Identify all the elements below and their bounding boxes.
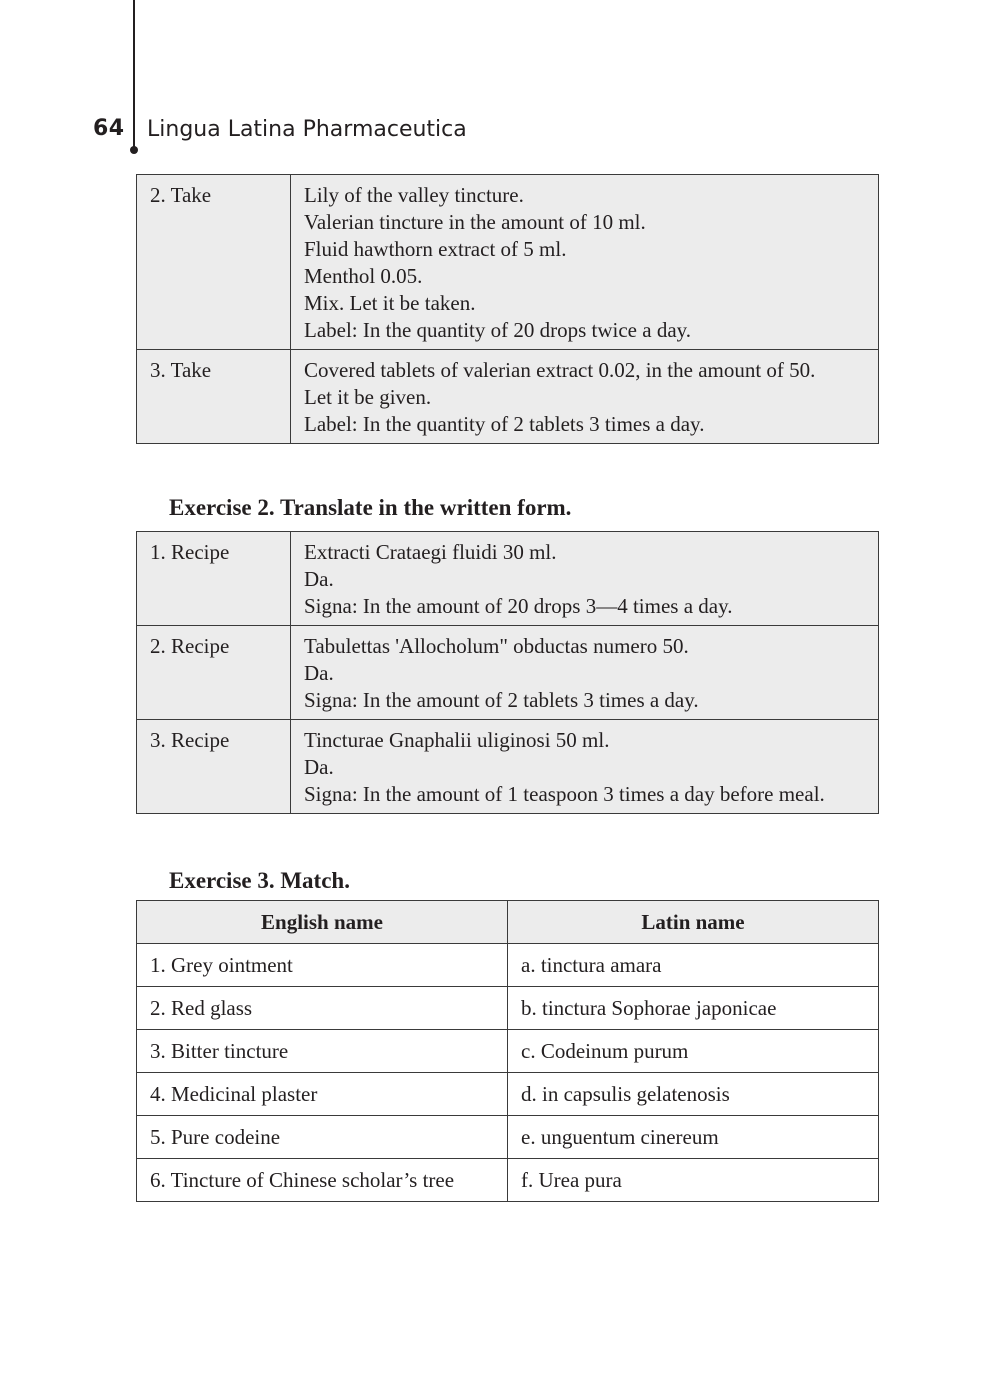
latin-name-cell: a. tinctura amara xyxy=(508,944,879,987)
latin-name-cell: b. tinctura Sophorae japonicae xyxy=(508,987,879,1030)
exercise-2-heading xyxy=(169,495,571,521)
content-line: Label: In the quantity of 20 drops twice a day. xyxy=(304,318,692,342)
content-line: Label: In the quantity of 2 tablets 3 times a day. xyxy=(304,412,705,436)
exercise-2-number: Exercise 2 xyxy=(169,495,269,520)
content-line: Mix. Let it be taken. xyxy=(304,291,476,315)
content-line: Valerian tincture in the amount of 10 ml. xyxy=(304,210,646,234)
prescriptions-table xyxy=(136,174,879,444)
exercise-2-instruction: . Translate in the written form. xyxy=(268,495,572,520)
content-line: Da. xyxy=(304,661,334,685)
row-content xyxy=(291,532,879,626)
content-line: Da. xyxy=(304,755,334,779)
row-content xyxy=(291,626,879,720)
content-line: Covered tablets of valerian extract 0.02, in the amount of 50. xyxy=(304,358,816,382)
table-row xyxy=(137,987,879,1030)
content-line: Signa: In the amount of 2 tablets 3 times a day. xyxy=(304,688,699,712)
table-row xyxy=(137,1159,879,1202)
column-header-latin: Latin name xyxy=(508,901,879,944)
content-line: Signa: In the amount of 20 drops 3—4 times a day. xyxy=(304,594,733,618)
english-name-cell: 3. Bitter tincture xyxy=(137,1030,508,1073)
latin-name-cell: c. Codeinum purum xyxy=(508,1030,879,1073)
exercise-3-heading: Exercise 3. Match. xyxy=(169,868,350,893)
table-row xyxy=(137,944,879,987)
content-line: Fluid hawthorn extract of 5 ml. xyxy=(304,237,567,261)
header-rule-dot xyxy=(130,146,138,154)
content-line: Tabulettas 'Allocholum" obductas numero 50. xyxy=(304,634,689,658)
table-row xyxy=(137,532,879,626)
table-row xyxy=(137,626,879,720)
table-row xyxy=(137,1030,879,1073)
row-content xyxy=(291,350,879,444)
row-content xyxy=(291,720,879,814)
exercise-2-table xyxy=(136,531,879,814)
content-line: Extracti Crataegi fluidi 30 ml. xyxy=(304,540,557,564)
content-line: Menthol 0.05. xyxy=(304,264,423,288)
table-row xyxy=(137,175,879,350)
content-line: Tincturae Gnaphalii uliginosi 50 ml. xyxy=(304,728,610,752)
content-line: Let it be given. xyxy=(304,385,432,409)
latin-name-cell: e. unguentum cinereum xyxy=(508,1116,879,1159)
header-rule xyxy=(133,0,135,148)
table-row xyxy=(137,350,879,444)
table-header-row xyxy=(137,901,879,944)
row-label: 2. Recipe xyxy=(137,626,291,720)
row-label: 2. Take xyxy=(137,175,291,350)
row-content xyxy=(291,175,879,350)
table-row xyxy=(137,1116,879,1159)
english-name-cell: 1. Grey ointment xyxy=(137,944,508,987)
row-label: 3. Take xyxy=(137,350,291,444)
page-number: 64 xyxy=(93,116,125,141)
row-label: 1. Recipe xyxy=(137,532,291,626)
column-header-english: English name xyxy=(137,901,508,944)
content-line: Da. xyxy=(304,567,334,591)
english-name-cell: 2. Red glass xyxy=(137,987,508,1030)
english-name-cell: 6. Tincture of Chinese scholar’s tree xyxy=(137,1159,508,1202)
english-name-cell: 4. Medicinal plaster xyxy=(137,1073,508,1116)
running-title: Lingua Latina Pharmaceutica xyxy=(147,117,467,142)
table-row xyxy=(137,720,879,814)
row-label: 3. Recipe xyxy=(137,720,291,814)
exercise-3-table xyxy=(136,900,879,1202)
latin-name-cell: f. Urea pura xyxy=(508,1159,879,1202)
latin-name-cell: d. in capsulis gelatenosis xyxy=(508,1073,879,1116)
content-line: Signa: In the amount of 1 teaspoon 3 times a day before meal. xyxy=(304,782,825,806)
content-line: Lily of the valley tincture. xyxy=(304,183,524,207)
english-name-cell: 5. Pure codeine xyxy=(137,1116,508,1159)
table-row xyxy=(137,1073,879,1116)
